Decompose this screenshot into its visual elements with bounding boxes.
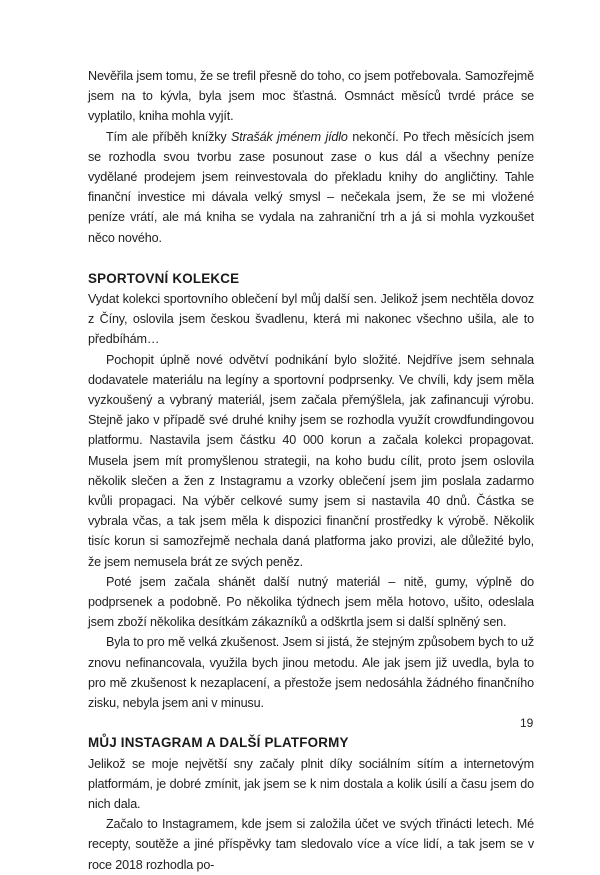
paragraph-text: Tím ale příběh knížky [106,129,231,144]
paragraph: Jelikož se moje největší sny začaly plnit díky sociálním sítím a internetovým platformám, je dobré zmínit, jak jsem se k nim dostala a kolik úsilí a času jsem do nich dala. [88,756,534,811]
paragraph: Nevěřila jsem tomu, že se trefil přesně do toho, co jsem potřebovala. Samozřejmě jsem na to kývla, byla jsem moc šťastná. Osmnáct měsíců tvrdé práce se vyplatilo, kniha mohla vyjít. [88,69,534,124]
paragraph-text: nekončí. Po třech měsících jsem se rozhodla svou tvorbu zase posunout zase o kus dál a všechny peníze vydělané prodejem jsem reinvestovala do překladu knihy do angličtiny. Tahle finanční investice mi dávala velký smysl – nečekala jsem, že se mi vložené peníze vrátí, ale má kniha se vydala na zahraniční trh a já si mohla vyzkoušet něco nového. [88,129,534,245]
paragraph: Poté jsem začala shánět další nutný materiál – nitě, gumy, výplně do podprsenek a podobně. Po několika týdnech jsem měla hotovo, ušito, odeslala jsem zboží několika desítkám zákazníků a odškrtla jsem si další splněný sen. [88,574,534,630]
paragraph: Začalo to Instagramem, kde jsem si založila účet ve svých třinácti letech. Mé recepty, soutěže a jiné příspěvky tam sledovalo více a více lidí, a tak jsem se v roce 2018 rozhodla po- [88,817,534,872]
paragraph [88,127,534,248]
section-heading: MŮJ INSTAGRAM A DALŠÍ PLATFORMY [88,735,349,751]
book-title: Strašák jménem jídlo [231,129,348,144]
paragraph: Byla to pro mě velká zkušenost. Jsem si jistá, že stejným způsobem bych to už znovu nefinancovala, využila bych jinou metodu. Ale jak jsem již uvedla, byla to pro mě zkušenost k nezaplacení, a přestože jsem nedosáhla žádného finančního zisku, nebyla jsem ani v minusu. [88,635,535,711]
section-heading: SPORTOVNÍ KOLEKCE [88,270,240,286]
paragraph: Pochopit úplně nové odvětví podnikání bylo složité. Nejdříve jsem sehnala dodavatele materiálu na legíny a sportovní podprsenky. Ve chvíli, kdy jsem měla vyzkoušený a vybraný materiál, jsem začala přemýšlela, jak zafinancuji výrobu. Stejně jako v případě své druhé knihy jsem se rozhodla využít crowdfundingovou platformu. Nastavila jsem částku 40 000 korun a začala kolekci propagovat. Musela jsem mít promyšlenou strategii, na koho budu cílit, proto jsem oslovila několik slečen a žen z Instagramu a vzorky oblečení jsem jim poslala zadarmo kvůli propagaci. Na výběr celkové sumy jsem si nastavila 40 dnů. Částka se vybrala včas, a tak jsem měla k dispozici finanční prostředky k výrobě. Několik tisíc korun si samozřejmě nechala daná platforma jako provizi, ale důležité bylo, že jsem nemusela brát ze svých peněz. [88,352,534,569]
page-body [88,66,534,875]
paragraph: Vydat kolekci sportovního oblečení byl můj další sen. Jelikož jsem nechtěla dovoz z Číny, oslovila jsem českou švadlenu, která mi nakonec všechno ušila, ale to předbíhám… [88,292,534,347]
page-number: 19 [520,716,534,730]
